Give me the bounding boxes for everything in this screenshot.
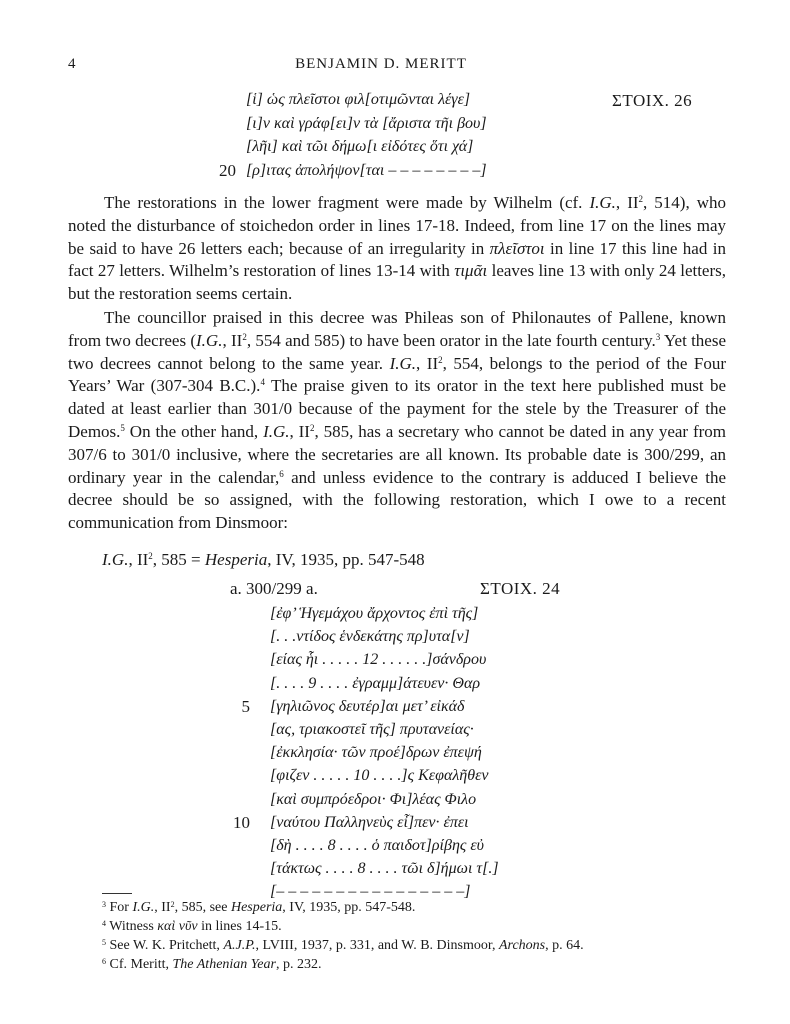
line-text: [δὴ . . . . 8 . . . . ὁ παιδοτ]ρίβης εὐ [270,836,485,854]
superscript: 2 [638,194,644,204]
inscription-date: a. 300/299 a. [230,579,318,598]
footnote [102,898,584,917]
text-run: , p. 232. [275,957,322,972]
inscription-line [226,788,626,811]
text-run: and unless evidence to the contrary is adduced I believe the decree should be so assigned, with the following restoration, which I owe to a recent communication from Dinsmoor: [68,467,726,533]
footnote-number: 5 [102,938,106,947]
text-run: in lines 14-15. [197,919,282,934]
text-run: , II [615,193,639,212]
footnote [102,936,584,955]
superscript: 2 [170,900,175,909]
text-run: , IV, 1935, pp. 547-548. [282,900,416,915]
paragraph-restorations [68,192,726,306]
citation-italic: I.G. [263,421,290,441]
text-run: , 554, belongs to the period of the Four Years’ War (307-304 B.C.). [68,353,726,396]
running-header [68,56,694,78]
footnote-ref[interactable]: 5 [120,422,125,433]
footnote-number: 3 [102,900,106,909]
footnote [102,955,584,974]
footnote-ref[interactable]: 4 [260,377,265,388]
citation-italic: I.G. [196,330,223,350]
inscription-line [200,135,720,159]
line-text: [ι]ν καὶ γράφ[ει]ν τὰ [ἄριστα τῆι βου] [246,114,487,132]
inscription-line [226,718,626,741]
greek-phrase: καὶ νῦν [157,919,198,934]
book-title: Archons [498,938,546,953]
reference-heading [102,550,425,570]
greek-word: τιμᾶι [454,261,488,281]
line-number: 5 [241,696,250,716]
text-run: The restorations in the lower fragment were made by Wilhelm (cf. [104,193,590,212]
footnote-ref[interactable]: 3 [655,331,661,342]
inscription-top [200,88,720,182]
text-run: , 514), who noted the disturbance of stoichedon order in lines 17-18. Indeed, from line 17 on the lines may be said to have 26 letters each; because of an irregularity in [68,193,726,258]
inscription-line [200,88,720,112]
inscription-line [226,648,626,671]
paragraph-text [68,307,726,535]
text-run: , 585, see [174,900,231,915]
text-run: The councillor praised in this decree was Phileas son of Philonautes of Pallene, known from two decrees ( [68,308,726,350]
text-run: , II [416,353,439,373]
line-number: 10 [233,812,250,832]
citation-italic: I.G. [102,550,129,569]
inscription-bottom [226,602,626,903]
line-text: [γηλιῶνος δευτέρ]αι μετ’ εἰκάδ [270,697,465,715]
footnote [102,917,584,936]
text-run: , II [128,550,149,569]
footnote-ref[interactable]: 6 [279,468,284,479]
line-text: [είας ἧι . . . . . 12 . . . . . .]σάνδρου [270,651,487,669]
line-text: [. . . . 9 . . . . ἐγραμμ]άτευεν· Θαρ [270,674,481,692]
line-text: [ἱ] ὡς πλεῖστοι φιλ[οτιμῶνται λέγε] [246,91,471,108]
line-text: [ρ]ιτας ἀπολήψον[ται – – – – – – – –] [246,161,487,179]
superscript: 2 [242,331,247,342]
line-text: [φιζεν . . . . . 10 . . . .]ς Κεφαλῆθεν [270,767,489,785]
text-run: On the other hand, [124,421,264,441]
superscript: 2 [438,354,443,365]
line-text: [– – – – – – – – – – – – – – – –] [270,883,471,901]
footnotes [102,898,584,974]
text-run: Cf. Meritt, [109,957,173,972]
inscription-line [226,602,626,625]
inscription-line [226,625,626,648]
line-text: [καὶ συμπρόεδροι· Φι]λέας Φιλο [270,790,477,808]
inscription-line [226,672,626,695]
inscription-line [226,811,626,834]
text-run: , LVIII, 1937, p. 331, and W. B. Dinsmoor, [255,938,499,953]
citation-italic: I.G. [132,900,155,915]
line-text: [. . .ντίδος ἑνδεκάτης πρ]υτα[ν] [270,628,470,646]
text-run: , 585, has a secretary who cannot be dated in any year from 307/6 to 301/0 inclusive, where the secretaries are all known. Its probable date is 300/299, an ordinary year in the calendar, [68,421,726,487]
text-run: , II [289,421,310,441]
text-run: in line 17 this line had in fact 27 letters. Wilhelm’s restoration of lines 13-14 with [68,238,726,281]
superscript: 2 [148,551,153,561]
footnote-number: 4 [102,919,106,928]
footnote-rule [102,893,132,894]
text-run: Witness [109,919,158,934]
paragraph-text [68,192,726,306]
line-text: [ναύτου Παλληνεὺς εἶ]πεν· ἐπει [270,813,469,831]
journal-title: Hesperia [204,550,268,569]
line-text: [τάκτως . . . . 8 . . . . τῶι δ]ήμωι τ[.] [270,860,499,878]
text-run: Yet these two decrees cannot belong to the same year. [68,330,726,373]
running-head-author: BENJAMIN D. MERITT [295,56,467,72]
text-run: , p. 64. [545,938,584,953]
line-text: [λῆι] καὶ τῶι δήμω[ι εἰδότες ὅτι χά] [246,138,474,155]
footnote-number: 6 [102,957,106,966]
text-run: See W. K. Pritchett, [109,938,224,953]
line-number: 20 [219,160,236,180]
inscription-line [200,159,720,183]
inscription-line [226,857,626,880]
text-run: , II [154,900,171,915]
inscription-line [226,764,626,787]
text-run: , 585 = [152,550,205,569]
stoichedon-label-bottom: ΣΤΟΙΧ. 24 [480,579,561,598]
text-run: leaves line 13 with only 24 letters, but the restoration seems certain. [68,261,727,304]
book-title: The Athenian Year [172,957,276,972]
text-run: , 554 and 585) to have been orator in the late fourth century. [246,330,656,350]
stoichedon-label-top: ΣΤΟΙΧ. 26 [612,91,693,110]
inscription-line [226,741,626,764]
inscription-line [200,112,720,136]
citation-italic: I.G. [389,353,417,373]
text-run: , IV, 1935, pp. 547-548 [267,550,425,569]
journal-title: A.J.P. [223,938,256,953]
paragraph-councillor [68,307,726,535]
text-run: For [109,900,133,915]
text-run: The praise given to its orator in the text here published must be dated at least earlier than 301/0 because of the payment for the stele by the Treasurer of the Demos. [68,376,726,441]
journal-title: Hesperia [230,900,283,915]
inscription-line [226,695,626,718]
superscript: 2 [309,422,315,433]
text-run: , II [222,330,243,350]
citation-italic: I.G. [589,193,616,212]
line-text: [ἐκκλησία· τῶν προέ]δρων ἐπεψή [270,744,482,762]
line-text: [ας, τριακοστεῖ τῆς] πρυτανείας· [270,720,474,738]
inscription-line [226,834,626,857]
line-text: [ἐφ’ Ἡγεμάχου ἄρχοντος ἐπὶ τῆς] [270,605,479,622]
greek-word: πλεῖστοι [489,238,545,258]
page-number: 4 [68,56,76,72]
